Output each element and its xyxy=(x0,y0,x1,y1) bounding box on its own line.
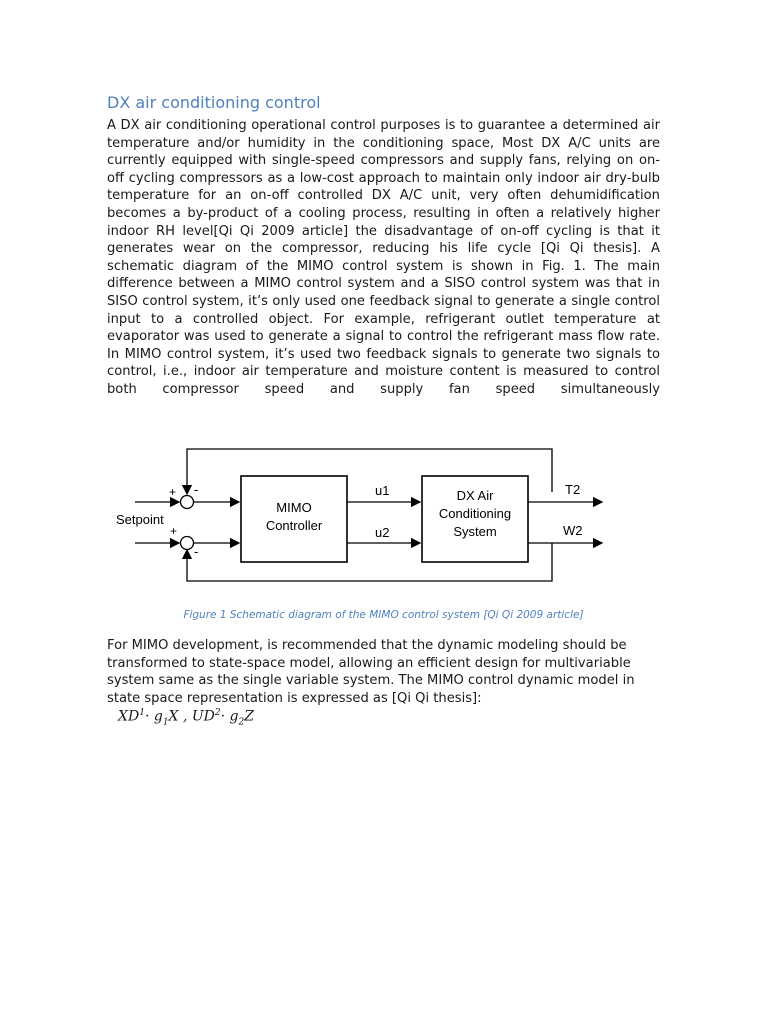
setpoint-label: Setpoint xyxy=(116,512,164,527)
formula-part-e: Z xyxy=(244,708,254,725)
formula-part-d: · g xyxy=(220,708,239,725)
formula-sub-1: 1 xyxy=(162,717,169,728)
minus-sign-top: - xyxy=(194,482,199,497)
u1-label: u1 xyxy=(375,483,390,498)
formula-part-c: X , UD xyxy=(168,708,215,725)
formula-sub-2: 2 xyxy=(238,717,245,728)
t2-label: T2 xyxy=(565,482,581,497)
paragraph-state-space-block xyxy=(107,637,660,707)
figure-caption: Figure 1 Schematic diagram of the MIMO control system [Qi Qi 2009 article] xyxy=(183,609,584,621)
summing-junction-top xyxy=(181,496,194,509)
mimo-diagram xyxy=(107,440,660,590)
state-space-formula xyxy=(118,708,254,727)
w2-label: W2 xyxy=(563,523,583,538)
minus-sign-bottom: - xyxy=(194,544,199,559)
plant-label-line1: DX Air xyxy=(456,488,494,503)
mimo-diagram-svg xyxy=(107,440,660,590)
section-heading: DX air conditioning control xyxy=(107,93,321,112)
plant-label-line2: Conditioning xyxy=(438,506,512,521)
u2-label: u2 xyxy=(375,525,390,540)
plus-sign-bottom: + xyxy=(170,524,178,538)
paragraph-intro: A DX air conditioning operational control purposes is to guarantee a determined air temperature and/or humidity in the conditioning space, Most DX A/C units are currently equipped with single-speed compressors and supply fans, relying on on-off cycling compressors as a low-cost approach to maintain only indoor air dry-bulb temperature for an on-off controlled DX A/C unit, very often dehumidification becomes a by-product of a cooling process, resulting in often a relatively higher indoor RH level[Qi Qi 2009 article] the disadvantage of on-off cycling is that it generates wear on the compressor, reducing his life cycle [Qi Qi thesis]. A schematic diagram of the MIMO control system is shown in Fig. 1. The main difference between a MIMO control system and a SISO control system was that in SISO control system, it’s only used one feedback signal to generate a single control input to a controlled object. For example, refrigerant outlet temperature at evaporator was used to generate a signal to control the refrigerant mass flow rate. In MIMO control system, it’s used two feedback signals to generate two signals to control, i.e., indoor air temperature and moisture content is measured to control both compressor speed and supply fan speed simultaneously xyxy=(107,118,660,397)
summing-junction-bottom xyxy=(181,537,194,550)
plus-sign-top: + xyxy=(169,485,177,499)
controller-label-line1: MIMO xyxy=(276,500,312,515)
formula-sup-2: 2 xyxy=(214,708,221,718)
document-body xyxy=(107,92,660,399)
paragraph-state-space: For MIMO development, is recommended that the dynamic modeling should be transformed to state-space model, allowing an efficient design for multivariable system same as the single variable system. The MIMO control dynamic model in state space representation is expressed as [Qi Qi thesis]: xyxy=(107,638,635,706)
formula-part-b: · g xyxy=(144,708,163,725)
formula-sup-1: 1 xyxy=(139,708,145,718)
controller-label-line2: Controller xyxy=(265,518,323,533)
formula-part-a: XD xyxy=(118,708,140,725)
plant-label-line3: System xyxy=(453,524,497,539)
